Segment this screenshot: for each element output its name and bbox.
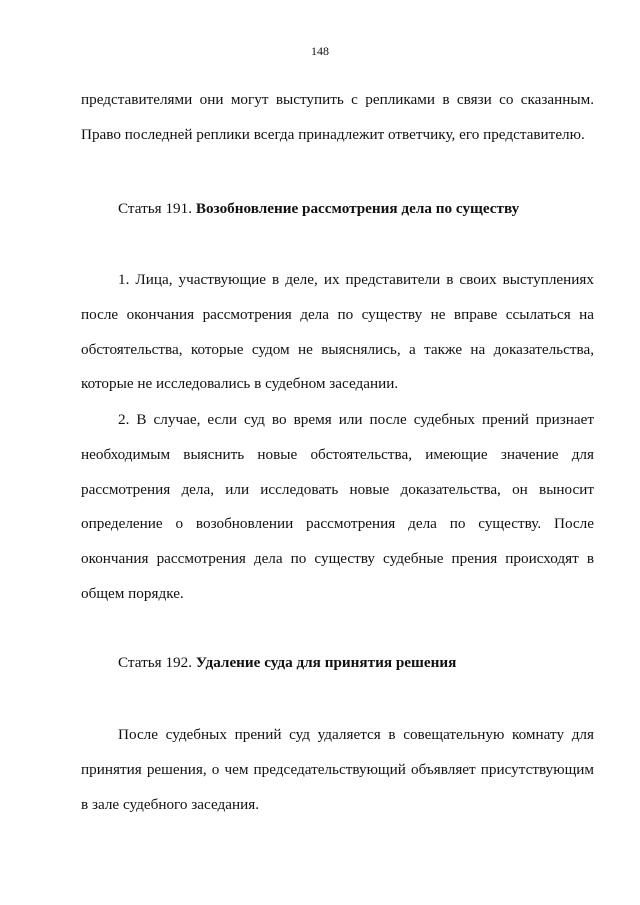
paragraph-continuation: представителями они могут выступить с репликами в связи со сказанным. Право последней реплики всегда принадлежит ответчику, его представителю. (81, 91, 594, 143)
article-191-label: Статья 191. (118, 200, 193, 217)
page-number: 148 (311, 44, 329, 58)
article-192-heading (118, 653, 456, 673)
article-192-label: Статья 192. (118, 654, 193, 671)
article-191-paragraph-2: 2. В случае, если суд во время или после судебных прений признает необходимым выяснить новые обстоятельства, имеющие значение для рассмотрения дела, или исследовать новые доказательства, он выносит определение о возобновлении рассмотрения дела по существу. После окончания рассмотрения дела по существу судебные прения происходят в общем порядке. (81, 411, 594, 602)
article-191-heading (118, 199, 519, 219)
article-192-paragraph-1: После судебных прений суд удаляется в совещательную комнату для принятия решения, о чем председательствующий объявляет присутствующим в зале судебного заседания. (81, 726, 594, 813)
article-191-title: Возобновление рассмотрения дела по существу (195, 200, 520, 217)
article-191-paragraph-1: 1. Лица, участвующие в деле, их представители в своих выступлениях после окончания рассмотрения дела по существу не вправе ссылаться на обстоятельства, которые судом не выяснялись, а также на доказательства, которые не исследовались в судебном заседании. (81, 271, 594, 393)
article-192-title: Удаление суда для принятия решения (195, 654, 457, 671)
